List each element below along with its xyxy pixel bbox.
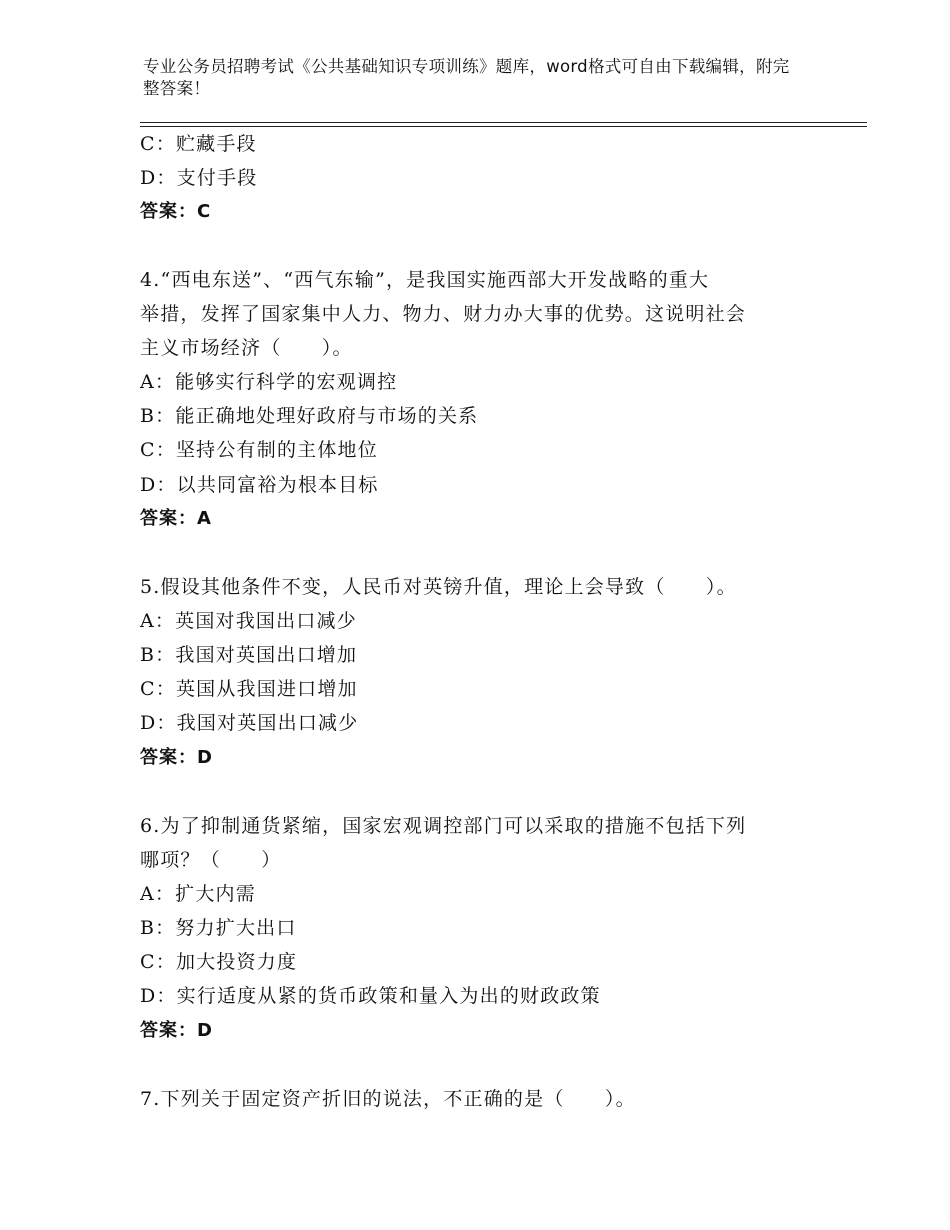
q7-stem-line-1: 7.下列关于固定资产折旧的说法，不正确的是（ ）。 — [140, 1088, 636, 1110]
q6-stem-line-2: 哪项？（ ） — [140, 849, 282, 871]
header-divider-thin — [140, 126, 867, 127]
q4-stem-line-3: 主义市场经济（ ）。 — [140, 337, 353, 359]
q3-option-d: D：支付手段 — [140, 167, 258, 189]
q4-option-d: D：以共同富裕为根本目标 — [140, 474, 379, 496]
q4-answer: 答案：A — [140, 508, 212, 529]
q5-stem-line-1: 5.假设其他条件不变，人民币对英镑升值，理论上会导致（ ）。 — [140, 576, 737, 598]
q6-stem-line-1: 6.为了抑制通货紧缩，国家宏观调控部门可以采取的措施不包括下列 — [140, 815, 747, 837]
q5-option-c: C：英国从我国进口增加 — [140, 678, 358, 700]
q4-option-c: C：坚持公有制的主体地位 — [140, 439, 378, 461]
q6-option-d: D：实行适度从紧的货币政策和量入为出的财政政策 — [140, 985, 601, 1007]
q6-option-a: A：扩大内需 — [140, 883, 256, 905]
page-header: 专业公务员招聘考试《公共基础知识专项训练》题库，word格式可自由下载编辑，附完整答案！ — [143, 57, 790, 98]
header-divider — [140, 122, 867, 123]
q4-option-a: A：能够实行科学的宏观调控 — [140, 371, 398, 393]
q4-stem-line-1: 4.“西电东送”、“西气东输”，是我国实施西部大开发战略的重大 — [140, 269, 710, 291]
q6-option-b: B：努力扩大出口 — [140, 917, 297, 939]
q3-option-c: C：贮藏手段 — [140, 133, 257, 155]
q6-option-c: C：加大投资力度 — [140, 951, 298, 973]
q4-option-b: B：能正确地处理好政府与市场的关系 — [140, 405, 479, 427]
q4-stem-line-2: 举措，发挥了国家集中人力、物力、财力办大事的优势。这说明社会 — [140, 303, 747, 325]
q3-answer: 答案：C — [140, 201, 212, 222]
q6-answer: 答案：D — [140, 1020, 213, 1041]
q5-option-b: B：我国对英国出口增加 — [140, 644, 358, 666]
q5-option-a: A：英国对我国出口减少 — [140, 610, 357, 632]
q5-option-d: D：我国对英国出口减少 — [140, 712, 359, 734]
q5-answer: 答案：D — [140, 747, 213, 768]
